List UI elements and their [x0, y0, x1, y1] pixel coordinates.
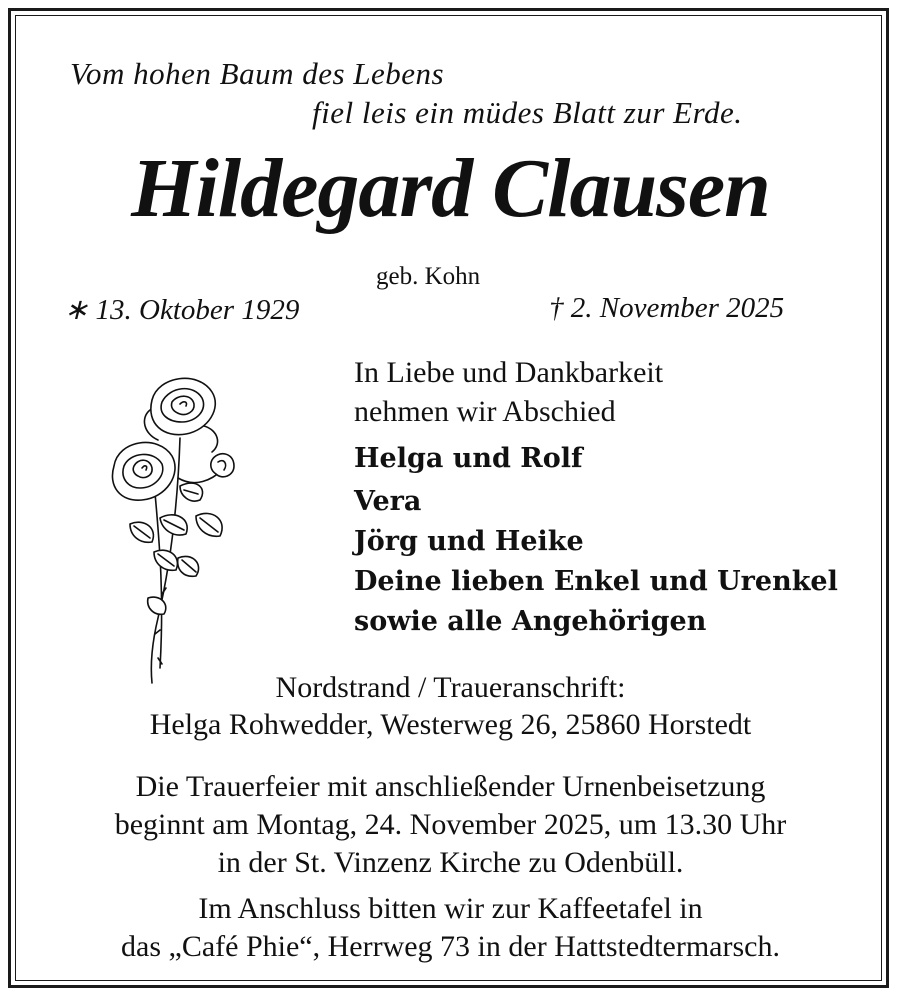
ceremony-line-5: das „Café Phie“, Herrweg 73 in der Hattstedtermarsch. — [121, 930, 780, 963]
ceremony-line-2: beginnt am Montag, 24. November 2025, um 13.30 Uhr — [114, 808, 787, 841]
birth-date: ∗ 13. Oktober 1929 — [64, 294, 300, 326]
farewell-line-2: nehmen wir Abschied — [354, 395, 616, 428]
ceremony-line-1: Die Trauerfeier mit anschließender Urnenbeisetzung — [135, 770, 766, 803]
address-line-2: Helga Rohwedder, Westerweg 26, 25860 Horstedt — [149, 708, 752, 741]
mourner-3: Jörg und Heike — [354, 526, 584, 557]
mourner-2: Vera — [354, 486, 422, 517]
farewell-line-1: In Liebe und Dankbarkeit — [354, 356, 664, 389]
mourner-5: sowie alle Angehörigen — [354, 606, 707, 637]
verse-line-1: Vom hohen Baum des Lebens — [70, 56, 445, 91]
mourner-1: Helga und Rolf — [354, 443, 583, 474]
ceremony-line-3: in der St. Vinzenz Kirche zu Odenbüll. — [217, 846, 684, 879]
death-date: † 2. November 2025 — [549, 292, 785, 324]
ceremony-line-4: Im Anschluss bitten wir zur Kaffeetafel in — [198, 892, 703, 925]
deceased-name: Hildegard Clausen — [131, 142, 770, 235]
mourner-4: Deine lieben Enkel und Urenkel — [354, 566, 838, 597]
verse-line-2: fiel leis ein müdes Blatt zur Erde. — [312, 95, 743, 130]
address-line-1: Nordstrand / Traueranschrift: — [275, 671, 626, 704]
rose-illustration-icon — [100, 368, 260, 688]
maiden-name: geb. Kohn — [376, 263, 481, 290]
